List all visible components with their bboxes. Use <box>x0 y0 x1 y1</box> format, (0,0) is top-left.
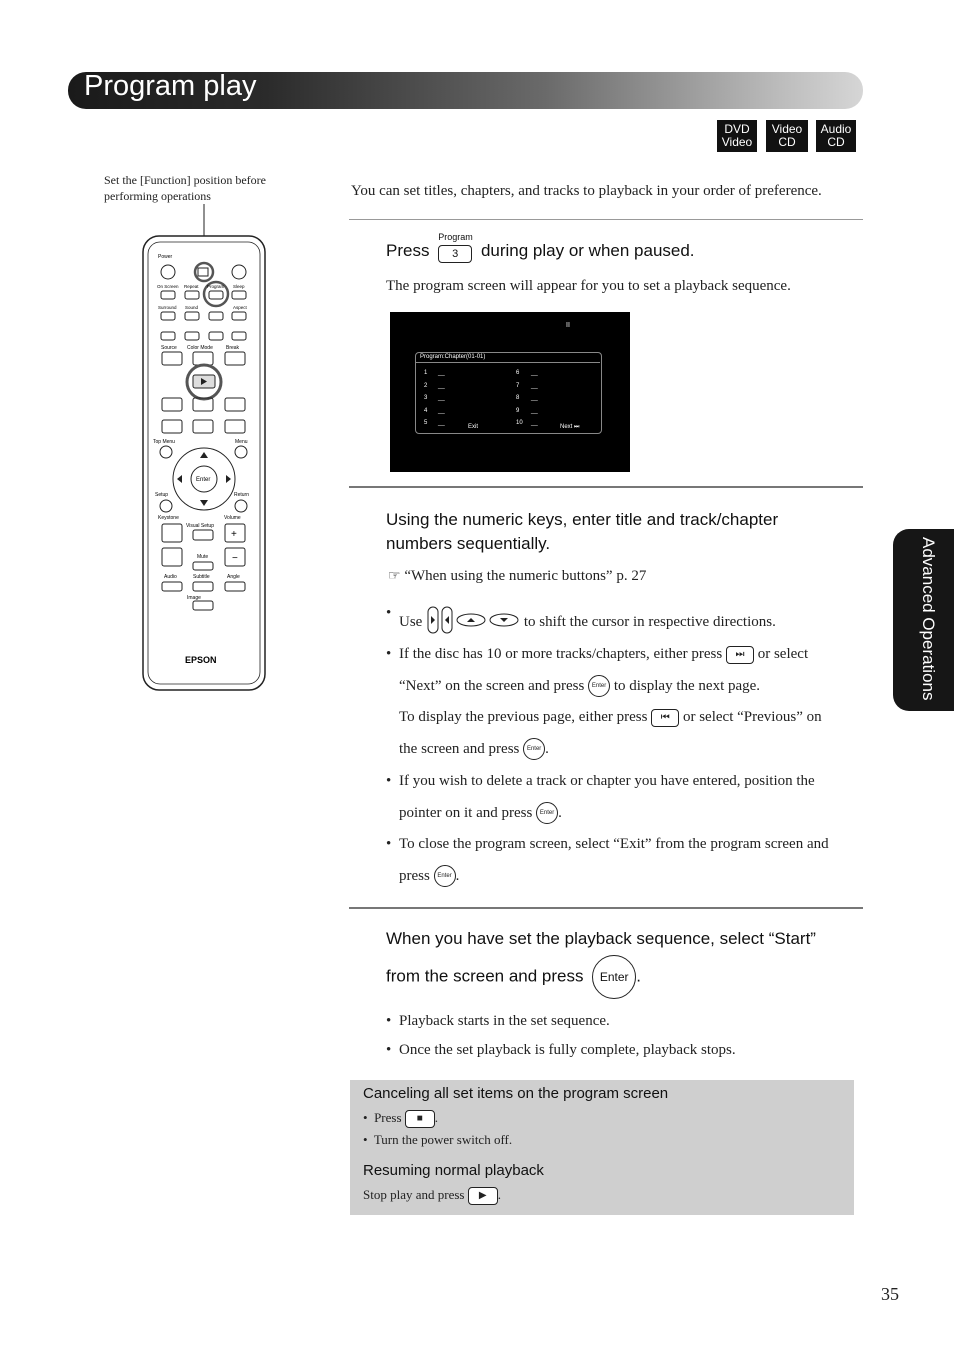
step3-instruction-line1: When you have set the playback sequence, select “Start” <box>386 929 816 948</box>
remote-color-mode-label: Color Mode <box>187 345 213 351</box>
remote-aspect-label: Aspect <box>233 305 247 310</box>
arrow-keys-icon <box>426 605 520 640</box>
note-cancel-bullet-1: • Press ■ . <box>363 1110 438 1128</box>
enter-icon: Enter <box>536 802 558 824</box>
svg-text:+: + <box>231 529 237 540</box>
play-key-icon: ▶ <box>468 1187 498 1205</box>
svg-text:−: − <box>232 553 238 564</box>
remote-power-label: Power <box>158 254 173 260</box>
intro-text: You can set titles, chapters, and tracks to playback in your order of preference. <box>351 183 822 199</box>
remote-angle-label: Angle <box>227 574 240 580</box>
stop-key-icon: ■ <box>405 1110 435 1128</box>
remote-visual-setup-label: Visual Setup <box>186 523 214 529</box>
remote-illustration <box>140 200 270 695</box>
remote-setup-label: Setup <box>155 492 169 498</box>
badge-video-cd: Video CD <box>766 120 808 152</box>
page-title: Program play <box>84 70 257 102</box>
remote-top-menu-label: Top Menu <box>153 439 175 445</box>
remote-enter-label: Enter <box>196 477 211 483</box>
remote-volume-label: Volume <box>224 515 241 521</box>
remote-keystone-label: Keystone <box>158 515 179 521</box>
note-heading-resume: Resuming normal playback <box>363 1162 544 1179</box>
remote-mute-label: Mute <box>197 554 209 560</box>
side-tab-label: Advanced Operations <box>919 537 938 701</box>
divider-2 <box>349 486 863 488</box>
remote-caption: Set the [Function] position before performing operations <box>104 173 266 203</box>
enter-icon: Enter <box>588 675 610 697</box>
remote-menu-label: Menu <box>235 439 248 445</box>
note-heading-cancel: Canceling all set items on the program screen <box>363 1085 669 1102</box>
step1-instruction: Press Program 3 during play or when paused. <box>386 241 695 262</box>
remote-audio-label: Audio <box>164 574 177 580</box>
program-key: Program 3 <box>438 242 472 262</box>
remote-break-label: Break <box>226 345 240 351</box>
note-resume-text: Stop play and press ▶ . <box>363 1187 501 1205</box>
step1-desc: The program screen will appear for you to set a playback sequence. <box>386 278 791 294</box>
enter-icon: Enter <box>592 955 636 999</box>
remote-program-label: Program <box>207 284 225 289</box>
badge-dvd-video: DVD Video <box>717 120 757 152</box>
remote-image-label: Image <box>187 595 201 601</box>
enter-icon: Enter <box>434 865 456 887</box>
remote-brand: EPSON <box>185 655 217 665</box>
remote-surround-label: Surround <box>158 305 177 310</box>
program-screen-image: II Program:Chapter(01-01) 1 2 3 4 5 __ __ __ __ __ 6 7 8 9 10 __ __ __ __ __ Exit Next ⏭ <box>390 312 630 472</box>
divider-3 <box>349 907 863 909</box>
enter-icon: Enter <box>523 738 545 760</box>
divider-1 <box>349 219 863 220</box>
remote-source-label: Source <box>161 345 177 351</box>
remote-sleep-label: Sleep <box>233 284 245 289</box>
previous-key-icon: ⏮ <box>651 709 679 727</box>
page-number: 35 <box>881 1284 899 1304</box>
remote-on-screen-label: On Screen <box>157 284 179 289</box>
remote-sound-label: Sound <box>185 305 199 310</box>
reference-icon: ☞ <box>388 569 401 584</box>
step2-ref: ☞ “When using the numeric buttons” p. 27 <box>388 568 647 584</box>
note-cancel-bullet-2: • Turn the power switch off. <box>363 1132 513 1147</box>
step3-instruction-line2: from the screen and press Enter . <box>386 955 641 999</box>
remote-subtitle-label: Subtitle <box>193 574 210 580</box>
remote-return-label: Return <box>234 492 250 498</box>
remote-repeat-label: Repeat <box>184 284 199 289</box>
step2-instruction: Using the numeric keys, enter title and track/chapter numbers sequentially. <box>386 510 779 553</box>
next-key-icon: ⏭ <box>726 646 754 664</box>
badge-audio-cd: Audio CD <box>816 120 856 152</box>
